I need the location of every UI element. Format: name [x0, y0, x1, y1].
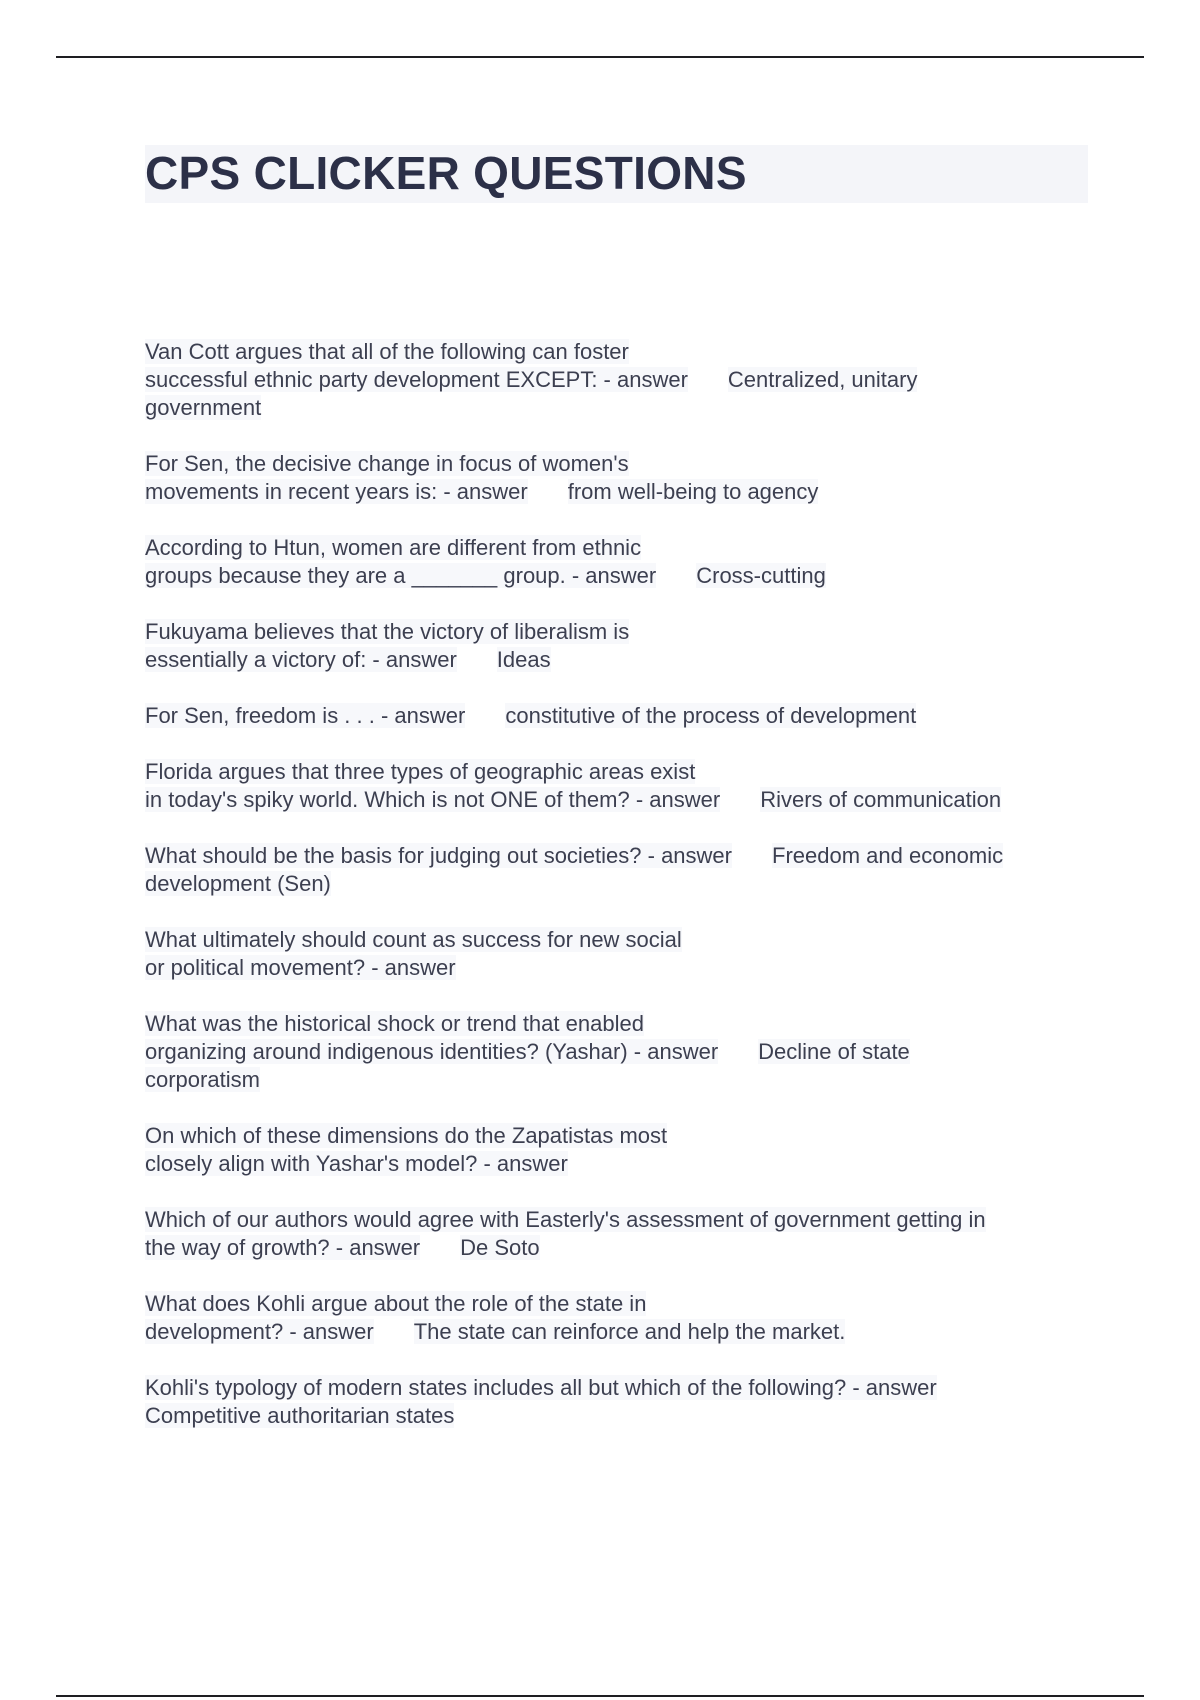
answer-text: Ideas: [496, 647, 551, 672]
question-line: What ultimately should count as success for new social: [145, 927, 682, 952]
question-line: groups because they are a _______ group. - answer: [145, 563, 657, 588]
question-line: According to Htun, women are different from ethnic: [145, 535, 642, 560]
answer-text: Cross-cutting: [696, 563, 826, 588]
answer-text: Freedom and economic: [772, 843, 1004, 868]
qa-item: [145, 1122, 1095, 1178]
answer-text: Centralized, unitary: [727, 367, 918, 392]
qa-item: [145, 1290, 1095, 1346]
question-line: or political movement? - answer: [145, 955, 456, 980]
question-line: government: [145, 395, 262, 420]
qa-item: [145, 842, 1095, 898]
page-title: CPS CLICKER QUESTIONS: [145, 147, 747, 199]
question-line: movements in recent years is: - answer: [145, 479, 528, 504]
answer-text: Rivers of communication: [760, 787, 1002, 812]
question-line: closely align with Yashar's model? - answer: [145, 1151, 568, 1176]
qa-item: [145, 1206, 1095, 1262]
question-line: Competitive authoritarian states: [145, 1403, 455, 1428]
question-line: For Sen, the decisive change in focus of women's: [145, 451, 629, 476]
qa-item: [145, 338, 1095, 422]
question-line: in today's spiky world. Which is not ONE of them? - answer: [145, 787, 721, 812]
top-rule: [56, 56, 1144, 58]
answer-text: Decline of state: [758, 1039, 910, 1064]
qa-item: [145, 758, 1095, 814]
qa-item: [145, 450, 1095, 506]
question-line: Fukuyama believes that the victory of liberalism is: [145, 619, 630, 644]
question-line: Van Cott argues that all of the following can foster: [145, 339, 629, 364]
bottom-rule: [56, 1695, 1144, 1697]
question-line: On which of these dimensions do the Zapatistas most: [145, 1123, 668, 1148]
question-line: What does Kohli argue about the role of the state in: [145, 1291, 647, 1316]
qa-item: [145, 702, 1095, 730]
question-line: For Sen, freedom is . . . - answer: [145, 703, 466, 728]
question-line: successful ethnic party development EXCEPT: - answer: [145, 367, 688, 392]
answer-text: from well-being to agency: [567, 479, 819, 504]
answer-text: The state can reinforce and help the market.: [413, 1319, 846, 1344]
question-line: organizing around indigenous identities? (Yashar) - answer: [145, 1039, 719, 1064]
question-line: the way of growth? - answer: [145, 1235, 421, 1260]
question-line: What should be the basis for judging out societies? - answer: [145, 843, 732, 868]
question-line: Which of our authors would agree with Easterly's assessment of government getting in: [145, 1207, 986, 1232]
question-line: Kohli's typology of modern states includes all but which of the following? - answer: [145, 1375, 937, 1400]
question-line: development (Sen): [145, 871, 331, 896]
question-line: corporatism: [145, 1067, 260, 1092]
qa-item: [145, 1374, 1095, 1430]
question-line: Florida argues that three types of geographic areas exist: [145, 759, 696, 784]
answer-text: De Soto: [460, 1235, 540, 1260]
qa-list: [145, 338, 1095, 1458]
qa-item: [145, 618, 1095, 674]
qa-item: [145, 534, 1095, 590]
qa-item: [145, 1010, 1095, 1094]
question-line: What was the historical shock or trend that enabled: [145, 1011, 644, 1036]
answer-text: constitutive of the process of development: [505, 703, 917, 728]
qa-item: [145, 926, 1095, 982]
question-line: development? - answer: [145, 1319, 374, 1344]
question-line: essentially a victory of: - answer: [145, 647, 457, 672]
